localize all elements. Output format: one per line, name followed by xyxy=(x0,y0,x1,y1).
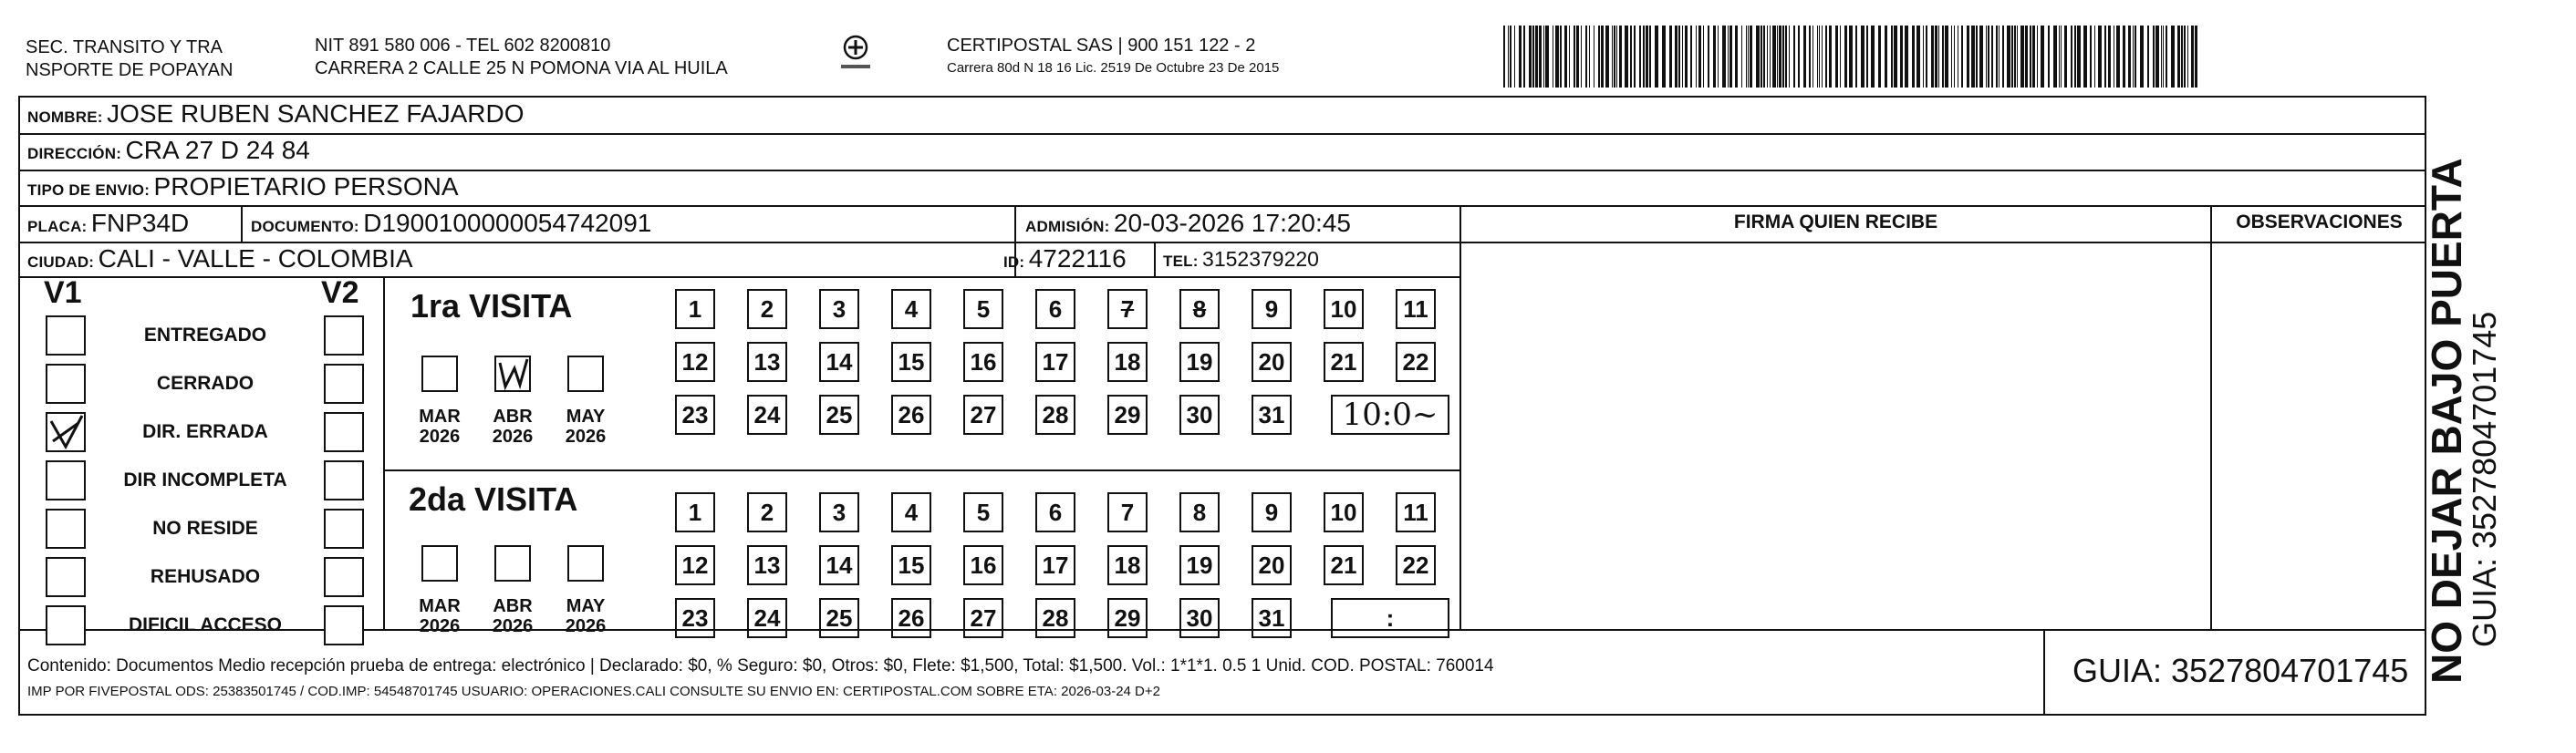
day-box[interactable]: 4 xyxy=(891,492,931,532)
month-label: ABR 2026 xyxy=(492,407,534,447)
day-box[interactable]: 22 xyxy=(1396,342,1436,382)
v2-checkbox[interactable] xyxy=(324,315,364,356)
delivery-warning: NO DEJAR BAJO PUERTA xyxy=(2423,158,2470,684)
v1-checkbox[interactable] xyxy=(46,412,86,452)
day-box[interactable]: 29 xyxy=(1107,598,1148,638)
day-box[interactable]: 4 xyxy=(891,289,931,329)
day-box[interactable]: 26 xyxy=(891,598,931,638)
day-box[interactable]: 28 xyxy=(1035,395,1075,435)
status-label: ENTREGADO xyxy=(143,325,267,346)
shipment-type: PROPIETARIO PERSONA xyxy=(153,172,459,201)
day-box[interactable]: 18 xyxy=(1107,342,1148,382)
check-mark-icon xyxy=(47,414,84,450)
address-row: DIRECCIÓN: CRA 27 D 24 84 xyxy=(27,136,310,164)
day-box[interactable]: 22 xyxy=(1396,545,1436,585)
check-mark-icon xyxy=(496,357,529,390)
v2-checkbox[interactable] xyxy=(324,509,364,549)
day-box[interactable]: 10 xyxy=(1324,492,1364,532)
day-box[interactable]: 9 xyxy=(1252,289,1292,329)
month-checkbox[interactable] xyxy=(567,545,604,582)
visit2-column-header: V2 xyxy=(321,275,359,310)
day-box[interactable]: 31 xyxy=(1252,395,1292,435)
phone-value: 3152379220 xyxy=(1202,247,1319,271)
day-box[interactable]: 14 xyxy=(819,545,859,585)
id-field: ID: 4722116 xyxy=(1003,244,1127,273)
v1-checkbox[interactable] xyxy=(46,315,86,356)
tracking-number: GUIA: 3527804701745 xyxy=(2072,652,2409,689)
day-box[interactable]: 21 xyxy=(1324,545,1364,585)
issuer-name: SEC. TRANSITO Y TRA NSPORTE DE POPAYAN xyxy=(26,37,234,80)
v1-checkbox[interactable] xyxy=(46,557,86,597)
day-box[interactable]: 14 xyxy=(819,342,859,382)
status-label: DIFICIL ACCESO xyxy=(128,614,282,635)
day-box[interactable]: 10 xyxy=(1324,289,1364,329)
plate-value: FNP34D xyxy=(90,209,190,237)
day-box[interactable]: 25 xyxy=(819,395,859,435)
day-box[interactable]: 7 xyxy=(1107,289,1148,329)
visit1-title: 1ra VISITA xyxy=(410,287,573,325)
visit2-title: 2da VISITA xyxy=(409,480,578,518)
plate-field: PLACA: FNP34D xyxy=(27,209,190,237)
day-box[interactable]: 5 xyxy=(963,289,1003,329)
day-box[interactable]: 21 xyxy=(1324,342,1364,382)
side-label xyxy=(2422,158,2504,684)
day-box[interactable]: 1 xyxy=(675,289,715,329)
day-box[interactable]: 13 xyxy=(747,342,787,382)
status-label: REHUSADO xyxy=(150,566,261,587)
recipient-name: JOSE RUBEN SANCHEZ FAJARDO xyxy=(107,99,525,128)
month-label: MAR 2026 xyxy=(419,407,461,447)
signature-header: FIRMA QUIEN RECIBE xyxy=(1733,211,1938,232)
v1-checkbox[interactable] xyxy=(46,364,86,404)
day-box[interactable]: 5 xyxy=(963,492,1003,532)
document-value: D1900100000054742091 xyxy=(363,209,652,237)
month-checkbox[interactable] xyxy=(567,356,604,392)
v2-checkbox[interactable] xyxy=(324,412,364,452)
admission-field: ADMISIÓN: 20-03-2026 17:20:45 xyxy=(1025,209,1351,237)
month-label: MAY 2026 xyxy=(565,407,607,447)
visit-time-box[interactable]: : xyxy=(1331,598,1449,638)
status-label: DIR INCOMPLETA xyxy=(123,469,287,490)
day-box[interactable]: 17 xyxy=(1035,342,1075,382)
day-box[interactable]: 28 xyxy=(1035,598,1075,638)
day-box[interactable]: 23 xyxy=(675,598,715,638)
day-box[interactable]: 8 xyxy=(1179,289,1220,329)
issuer-contact: NIT 891 580 006 - TEL 602 8200810 CARRERA 2 CALLE 25 N POMONA VIA AL HUILA xyxy=(315,36,728,78)
day-box[interactable]: 12 xyxy=(675,342,715,382)
day-box[interactable]: 15 xyxy=(891,545,931,585)
visit1-column-header: V1 xyxy=(44,275,82,310)
city-value: CALI - VALLE - COLOMBIA xyxy=(98,244,413,273)
recipient-address: CRA 27 D 24 84 xyxy=(125,136,310,164)
side-tracking-number: GUIA: 3527804701745 xyxy=(2466,311,2503,647)
barcode-icon xyxy=(1503,26,2201,88)
day-box[interactable]: 19 xyxy=(1179,545,1220,585)
day-box[interactable]: 12 xyxy=(675,545,715,585)
admission-value: 20-03-2026 17:20:45 xyxy=(1113,209,1351,237)
observations-header: OBSERVACIONES xyxy=(2236,211,2403,232)
certipostal-logo-icon xyxy=(837,34,874,74)
day-box[interactable]: 20 xyxy=(1252,545,1292,585)
shipment-details: Contenido: Documentos Medio recepción prueba de entrega: electrónico | Declarado: $0, % Seguro: $0, Otros: $0, Flete: $1,500, Total: $1,500. Vol.: 1*1*1. 0.5 1 Unid. COD. POSTAL: 760014 xyxy=(27,656,1494,676)
day-box[interactable]: 6 xyxy=(1035,492,1075,532)
v2-checkbox[interactable] xyxy=(324,460,364,500)
v2-checkbox[interactable] xyxy=(324,557,364,597)
print-details: IMP POR FIVEPOSTAL ODS: 25383501745 / COD.IMP: 54548701745 USUARIO: OPERACIONES.CALI CONSULTE SU ENVIO EN: CERTIPOSTAL.COM SOBRE ETA: 2026-03-24 D+2 xyxy=(27,684,1160,699)
day-box[interactable]: 2 xyxy=(747,289,787,329)
day-box[interactable]: 11 xyxy=(1396,492,1436,532)
day-box[interactable]: 30 xyxy=(1179,598,1220,638)
id-value: 4722116 xyxy=(1028,244,1127,273)
day-box[interactable]: 1 xyxy=(675,492,715,532)
day-box[interactable]: 16 xyxy=(963,545,1003,585)
courier-name: CERTIPOSTAL SAS | 900 151 122 - 2 xyxy=(947,36,1256,56)
month-checkbox[interactable] xyxy=(494,356,531,392)
month-label: ABR 2026 xyxy=(492,596,534,636)
day-box[interactable]: 24 xyxy=(747,395,787,435)
day-box[interactable]: 3 xyxy=(819,289,859,329)
day-box[interactable]: 16 xyxy=(963,342,1003,382)
v2-checkbox[interactable] xyxy=(324,605,364,645)
v1-checkbox[interactable] xyxy=(46,605,86,645)
day-box[interactable]: 13 xyxy=(747,545,787,585)
phone-field: TEL: 3152379220 xyxy=(1163,247,1319,271)
day-box[interactable]: 7 xyxy=(1107,492,1148,532)
day-box[interactable]: 30 xyxy=(1179,395,1220,435)
shipment-type-row: TIPO DE ENVIO: PROPIETARIO PERSONA xyxy=(27,172,459,201)
month-checkbox[interactable] xyxy=(421,356,458,392)
day-box[interactable]: 27 xyxy=(963,395,1003,435)
day-box[interactable]: 27 xyxy=(963,598,1003,638)
day-box[interactable]: 31 xyxy=(1252,598,1292,638)
month-label: MAR 2026 xyxy=(419,596,461,636)
status-label: DIR. ERRADA xyxy=(142,421,268,442)
day-box[interactable]: 11 xyxy=(1396,289,1436,329)
day-box[interactable]: 9 xyxy=(1252,492,1292,532)
month-label: MAY 2026 xyxy=(565,596,607,636)
day-box[interactable]: 6 xyxy=(1035,289,1075,329)
day-box[interactable]: 26 xyxy=(891,395,931,435)
day-box[interactable]: 3 xyxy=(819,492,859,532)
status-label: NO RESIDE xyxy=(152,518,258,539)
courier-license: Carrera 80d N 18 16 Lic. 2519 De Octubre 23 De 2015 xyxy=(947,60,1280,76)
status-label: CERRADO xyxy=(156,373,254,394)
month-checkbox[interactable] xyxy=(494,545,531,582)
city-field: CIUDAD: CALI - VALLE - COLOMBIA xyxy=(27,244,413,273)
day-box[interactable]: 19 xyxy=(1179,342,1220,382)
day-box[interactable]: 8 xyxy=(1179,492,1220,532)
day-box[interactable]: 15 xyxy=(891,342,931,382)
v1-checkbox[interactable] xyxy=(46,509,86,549)
v1-checkbox[interactable] xyxy=(46,460,86,500)
day-box[interactable]: 20 xyxy=(1252,342,1292,382)
day-box[interactable]: 17 xyxy=(1035,545,1075,585)
day-box[interactable]: 2 xyxy=(747,492,787,532)
day-box[interactable]: 25 xyxy=(819,598,859,638)
day-box[interactable]: 29 xyxy=(1107,395,1148,435)
day-box[interactable]: 24 xyxy=(747,598,787,638)
recipient-name-row: NOMBRE: JOSE RUBEN SANCHEZ FAJARDO xyxy=(27,99,525,128)
day-box[interactable]: 23 xyxy=(675,395,715,435)
day-box[interactable]: 18 xyxy=(1107,545,1148,585)
visit-time-box[interactable]: 10:0~ xyxy=(1331,395,1449,435)
month-checkbox[interactable] xyxy=(421,545,458,582)
document-field: DOCUMENTO: D1900100000054742091 xyxy=(251,209,652,237)
v2-checkbox[interactable] xyxy=(324,364,364,404)
